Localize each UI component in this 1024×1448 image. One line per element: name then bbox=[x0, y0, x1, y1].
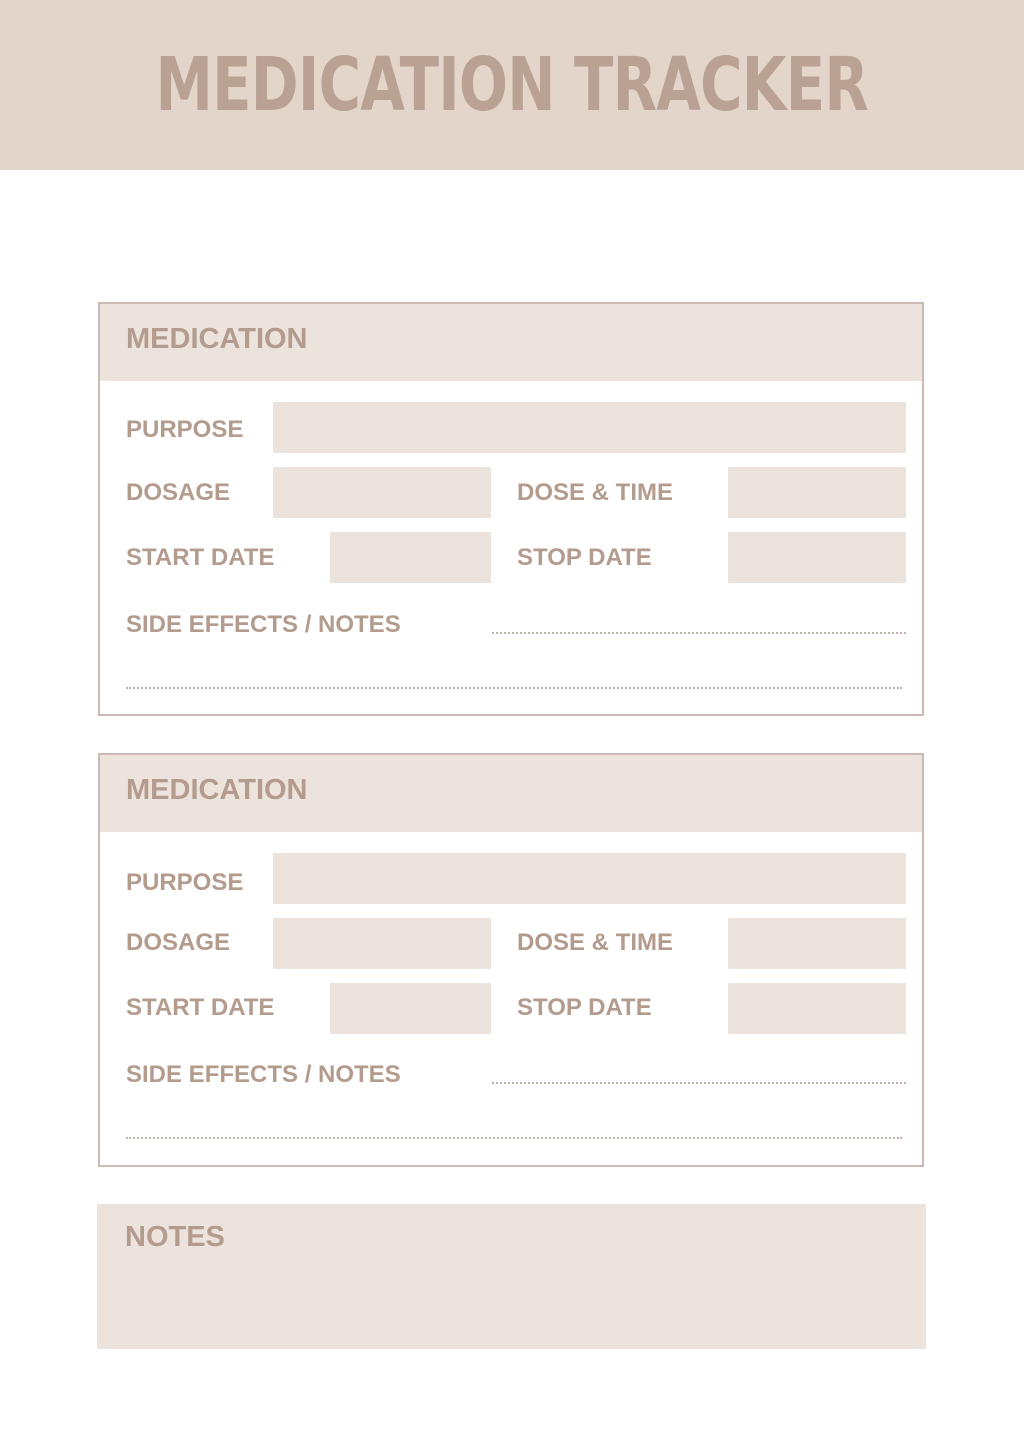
side-effects-label: SIDE EFFECTS / NOTES bbox=[126, 1061, 401, 1088]
medication-card bbox=[98, 302, 924, 716]
dose-time-label: DOSE & TIME bbox=[517, 479, 674, 506]
page-title: MEDICATION TRACKER bbox=[155, 42, 869, 128]
dose-time-label: DOSE & TIME bbox=[517, 929, 674, 956]
dose-time-field[interactable] bbox=[728, 918, 906, 969]
card-header bbox=[100, 755, 922, 832]
card-title: MEDICATION bbox=[126, 774, 308, 806]
stop-date-field[interactable] bbox=[728, 532, 906, 583]
side-effects-label: SIDE EFFECTS / NOTES bbox=[126, 611, 401, 638]
dosage-label: DOSAGE bbox=[126, 479, 231, 506]
dosage-field[interactable] bbox=[273, 467, 491, 518]
purpose-label: PURPOSE bbox=[126, 869, 244, 896]
stop-date-label: STOP DATE bbox=[517, 994, 652, 1021]
side-effects-line[interactable] bbox=[126, 687, 902, 689]
side-effects-line[interactable] bbox=[126, 1137, 902, 1139]
stop-date-label: STOP DATE bbox=[517, 544, 652, 571]
purpose-label: PURPOSE bbox=[126, 416, 244, 443]
dosage-label: DOSAGE bbox=[126, 929, 231, 956]
medication-card bbox=[98, 753, 924, 1167]
purpose-field[interactable] bbox=[273, 853, 906, 904]
purpose-field[interactable] bbox=[273, 402, 906, 453]
start-date-field[interactable] bbox=[330, 983, 491, 1034]
card-header bbox=[100, 304, 922, 381]
card-title: MEDICATION bbox=[126, 323, 308, 355]
start-date-label: START DATE bbox=[126, 994, 275, 1021]
side-effects-line[interactable] bbox=[492, 632, 906, 634]
dosage-field[interactable] bbox=[273, 918, 491, 969]
dose-time-field[interactable] bbox=[728, 467, 906, 518]
notes-title: NOTES bbox=[125, 1221, 225, 1253]
side-effects-line[interactable] bbox=[492, 1082, 906, 1084]
stop-date-field[interactable] bbox=[728, 983, 906, 1034]
start-date-label: START DATE bbox=[126, 544, 275, 571]
start-date-field[interactable] bbox=[330, 532, 491, 583]
notes-area[interactable] bbox=[97, 1204, 926, 1349]
page-header bbox=[0, 0, 1024, 170]
